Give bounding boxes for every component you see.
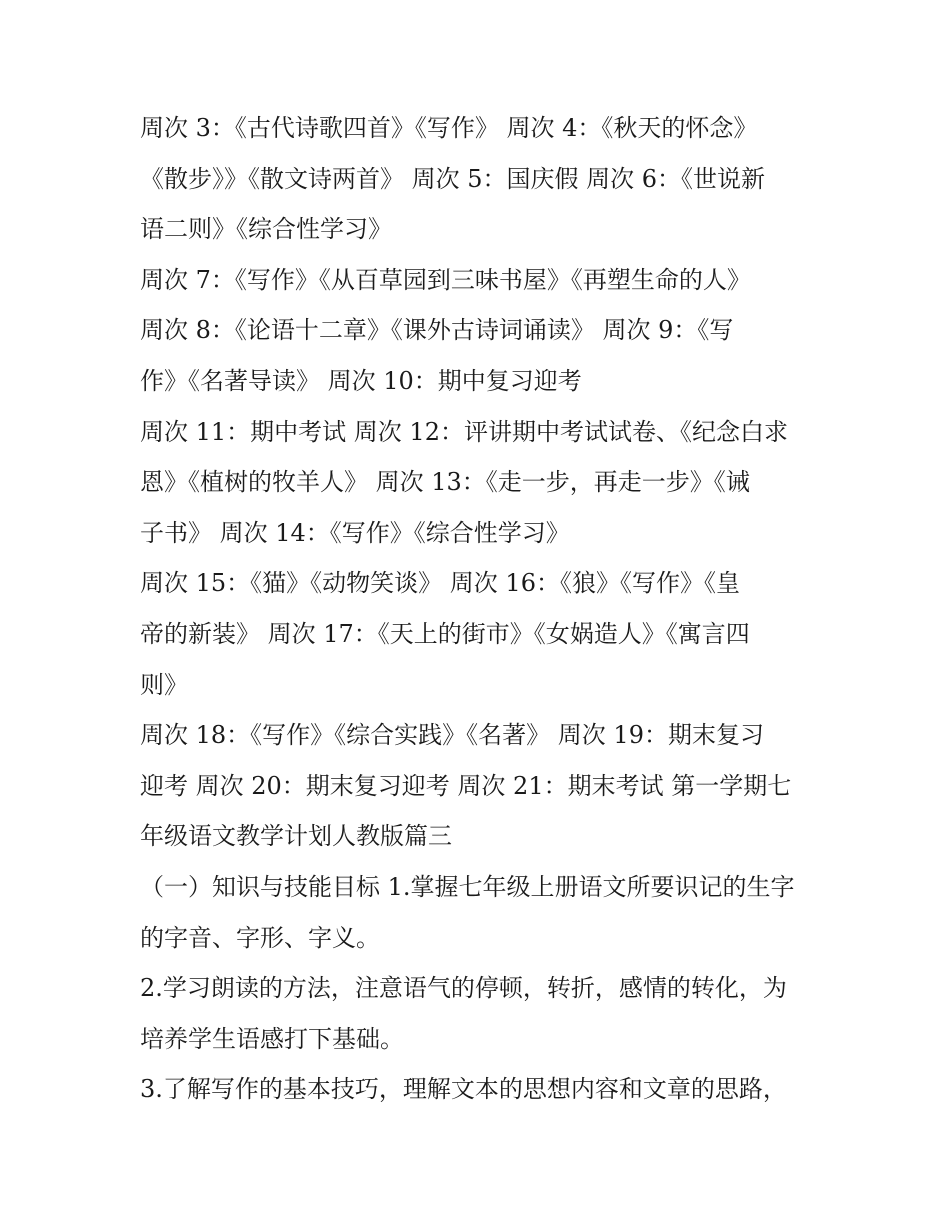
text-line: 3.了解写作的基本技巧，理解文本的思想内容和文章的思路，	[140, 1075, 787, 1104]
text-line: 周次 18：《写作》《综合实践》《名著》 周次 19：期末复习	[140, 721, 764, 750]
text-line: （一）知识与技能目标 1.掌握七年级上册语文所要识记的生字	[140, 872, 795, 901]
text-line: 帝的新装》 周次 17：《天上的街市》《女娲造人》《寓言四	[140, 619, 750, 648]
text-line: 作》《名著导读》 周次 10：期中复习迎考	[140, 366, 582, 395]
text-line: 恩》《植树的牧羊人》 周次 13：《走一步，再走一步》《诫	[140, 468, 750, 497]
text-line: 年级语文教学计划人教版篇三	[140, 822, 452, 851]
text-line: 周次 15：《猫》《动物笑谈》 周次 16：《狼》《写作》《皇	[140, 569, 740, 598]
text-line: 的字音、字形、字义。	[140, 923, 380, 952]
text-line: 周次 11：期中考试 周次 12：评讲期中考试试卷、《纪念白求	[140, 417, 788, 446]
text-line: 2.学习朗读的方法，注意语气的停顿，转折，感情的转化，为	[140, 974, 787, 1003]
text-line: 语二则》《综合性学习》	[140, 215, 392, 244]
text-line: 《散步》》《散文诗两首》 周次 5：国庆假 周次 6：《世说新	[140, 164, 766, 193]
document-body	[140, 103, 820, 1115]
text-line: 周次 8：《论语十二章》《课外古诗词诵读》 周次 9：《写	[140, 316, 734, 345]
text-line: 子书》 周次 14：《写作》《综合性学习》	[140, 518, 570, 547]
text-line: 周次 3：《古代诗歌四首》《写作》 周次 4：《秋天的怀念》	[140, 114, 758, 142]
text-line: 周次 7：《写作》《从百草园到三味书屋》《再塑生命的人》	[140, 265, 751, 294]
text-line: 则》	[140, 670, 188, 699]
text-line: 迎考 周次 20：期末复习迎考 周次 21：期末考试 第一学期七	[140, 771, 792, 800]
text-line: 培养学生语感打下基础。	[140, 1024, 404, 1053]
